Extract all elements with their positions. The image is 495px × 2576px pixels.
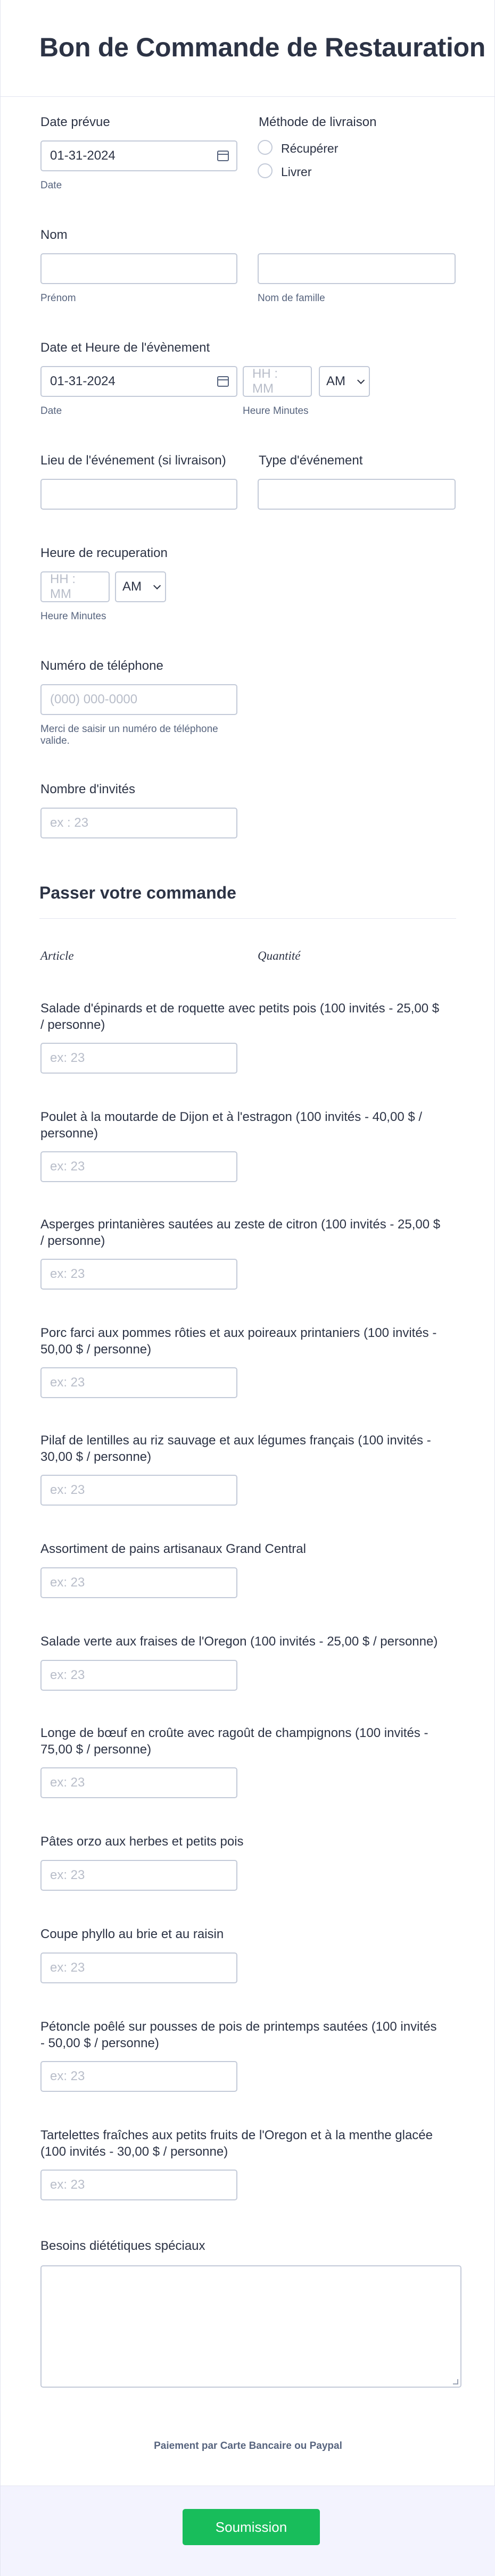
prenom-sublabel: Prénom bbox=[40, 293, 76, 304]
lieu-label: Lieu de l'événement (si livraison) bbox=[40, 453, 226, 468]
date-prevue-input[interactable] bbox=[40, 140, 237, 171]
chevron-down-icon bbox=[153, 582, 161, 589]
order-item-quantity-input[interactable] bbox=[40, 1952, 237, 1983]
order-item-label-line2: - 50,00 $ / personne) bbox=[40, 2036, 159, 2050]
telephone-placeholder: (000) 000-0000 bbox=[50, 692, 138, 707]
telephone-label: Numéro de téléphone bbox=[40, 659, 163, 673]
order-item-label-line1: Assortiment de pains artisanaux Grand Central bbox=[40, 1542, 306, 1556]
order-item-label-line2: / personne) bbox=[40, 1234, 105, 1248]
order-item-quantity-placeholder: ex: 23 bbox=[50, 1483, 85, 1497]
order-item-label-line1: Salade verte aux fraises de l'Oregon (100 invités - 25,00 $ / personne) bbox=[40, 1634, 438, 1649]
order-item-quantity-input[interactable] bbox=[40, 2170, 237, 2200]
heure-recup-sublabel: Heure Minutes bbox=[40, 611, 106, 622]
order-item-quantity-input[interactable] bbox=[40, 1043, 237, 1074]
order-item-label-line2: personne) bbox=[40, 1126, 98, 1141]
order-item-label bbox=[40, 1325, 466, 1358]
nom-famille-input[interactable] bbox=[258, 253, 456, 284]
dietary-textarea[interactable] bbox=[40, 2265, 461, 2388]
payment-note: Paiement par Carte Bancaire ou Paypal bbox=[154, 2440, 342, 2452]
order-item-quantity-input[interactable] bbox=[40, 1475, 237, 1506]
order-section-title: Passer votre commande bbox=[39, 883, 236, 902]
calendar-icon[interactable] bbox=[217, 376, 229, 387]
order-item-label bbox=[40, 1725, 466, 1758]
order-item-label-line2: (100 invités - 30,00 $ / personne) bbox=[40, 2145, 228, 2159]
order-item-label-line1: Coupe phyllo au brie et au raisin bbox=[40, 1927, 224, 1941]
order-item-label-line1: Tartelettes fraîches aux petits fruits de l'Oregon et à la menthe glacée bbox=[40, 2128, 433, 2142]
heure-recup-placeholder: HH : MM bbox=[50, 572, 76, 601]
order-item-label-line2: 30,00 $ / personne) bbox=[40, 1450, 152, 1464]
order-item-label-line1: Pâtes orzo aux herbes et petits pois bbox=[40, 1834, 244, 1849]
order-item-quantity-input[interactable] bbox=[40, 1367, 237, 1398]
order-item-label-line1: Porc farci aux pommes rôties et aux poireaux printaniers (100 invités - bbox=[40, 1326, 437, 1340]
order-item-label bbox=[40, 1000, 466, 1033]
order-item-quantity-input[interactable] bbox=[40, 1567, 237, 1598]
radio-livrer[interactable] bbox=[258, 163, 273, 178]
col-article-header: Article bbox=[40, 949, 74, 962]
order-item-label-line1: Pilaf de lentilles au riz sauvage et aux légumes français (100 invités - bbox=[40, 1433, 431, 1448]
event-time-input[interactable] bbox=[243, 366, 312, 397]
order-item-label bbox=[40, 2127, 466, 2160]
invites-placeholder: ex : 23 bbox=[50, 816, 89, 830]
event-time-placeholder: HH : MM bbox=[252, 367, 278, 396]
order-item-quantity-placeholder: ex: 23 bbox=[50, 1159, 85, 1174]
order-item-quantity-placeholder: ex: 23 bbox=[50, 2178, 85, 2192]
order-item-quantity-placeholder: ex: 23 bbox=[50, 1375, 85, 1390]
order-item-quantity-placeholder: ex: 23 bbox=[50, 1775, 85, 1790]
order-item-label-line2: 75,00 $ / personne) bbox=[40, 1742, 152, 1757]
order-item-label bbox=[40, 1633, 466, 1650]
nom-famille-sublabel: Nom de famille bbox=[258, 293, 325, 304]
resize-handle-icon[interactable] bbox=[453, 2379, 458, 2384]
title-divider bbox=[1, 96, 495, 97]
order-divider bbox=[39, 918, 456, 919]
order-item-label bbox=[40, 1216, 466, 1249]
calendar-icon[interactable] bbox=[217, 151, 229, 161]
date-prevue-value: 01-31-2024 bbox=[50, 148, 116, 163]
event-time-sublabel: Heure Minutes bbox=[243, 405, 309, 417]
type-evenement-input[interactable] bbox=[258, 479, 456, 510]
order-item-quantity-placeholder: ex: 23 bbox=[50, 1051, 85, 1065]
telephone-hint-line2: valide. bbox=[40, 735, 70, 746]
date-prevue-sublabel: Date bbox=[40, 180, 62, 191]
invites-input[interactable] bbox=[40, 808, 237, 838]
telephone-input[interactable] bbox=[40, 684, 237, 715]
order-item-quantity-input[interactable] bbox=[40, 2061, 237, 2092]
heure-recup-ampm-select[interactable] bbox=[115, 571, 166, 602]
order-item-label bbox=[40, 1109, 466, 1142]
order-item-label-line1: Longe de bœuf en croûte avec ragoût de champignons (100 invités - bbox=[40, 1726, 428, 1740]
order-item-quantity-placeholder: ex: 23 bbox=[50, 1267, 85, 1281]
lieu-input[interactable] bbox=[40, 479, 237, 510]
event-ampm-value: AM bbox=[326, 374, 345, 388]
order-item-quantity-placeholder: ex: 23 bbox=[50, 1668, 85, 1682]
radio-livrer-label[interactable]: Livrer bbox=[281, 165, 312, 179]
order-item-label bbox=[40, 1833, 466, 1850]
event-date-sublabel: Date bbox=[40, 405, 62, 417]
order-item-label-line2: / personne) bbox=[40, 1018, 105, 1032]
order-item-label-line1: Poulet à la moutarde de Dijon et à l'estragon (100 invités - 40,00 $ / bbox=[40, 1110, 423, 1124]
order-item-quantity-input[interactable] bbox=[40, 1259, 237, 1290]
order-item-label-line2: 50,00 $ / personne) bbox=[40, 1342, 152, 1357]
order-item-quantity-placeholder: ex: 23 bbox=[50, 1575, 85, 1590]
event-date-value: 01-31-2024 bbox=[50, 374, 116, 388]
order-item-label-line1: Asperges printanières sautées au zeste de citron (100 invités - 25,00 $ bbox=[40, 1217, 441, 1232]
order-item-quantity-placeholder: ex: 23 bbox=[50, 1960, 85, 1975]
col-quantite-header: Quantité bbox=[258, 949, 301, 962]
order-item-quantity-input[interactable] bbox=[40, 1860, 237, 1891]
invites-label: Nombre d'invités bbox=[40, 782, 135, 796]
order-item-label bbox=[40, 1926, 466, 1942]
order-item-label bbox=[40, 2018, 466, 2051]
dietary-label: Besoins diététiques spéciaux bbox=[40, 2239, 205, 2253]
order-item-quantity-input[interactable] bbox=[40, 1660, 237, 1691]
prenom-input[interactable] bbox=[40, 253, 237, 284]
date-prevue-label: Date prévue bbox=[40, 115, 110, 129]
order-item-label bbox=[40, 1432, 466, 1465]
order-item-quantity-input[interactable] bbox=[40, 1767, 237, 1798]
submit-button[interactable]: Soumission bbox=[183, 2509, 320, 2545]
order-item-label bbox=[40, 1541, 466, 1557]
heure-recup-label: Heure de recuperation bbox=[40, 546, 168, 560]
order-item-label-line1: Pétoncle poêlé sur pousses de pois de printemps sautées (100 invités bbox=[40, 2020, 437, 2034]
order-item-quantity-placeholder: ex: 23 bbox=[50, 1868, 85, 1882]
event-date-input[interactable] bbox=[40, 366, 237, 397]
event-ampm-select[interactable] bbox=[319, 366, 370, 397]
radio-recuperer-label[interactable]: Récupérer bbox=[281, 142, 339, 155]
heure-recup-ampm-value: AM bbox=[122, 579, 142, 594]
order-item-quantity-input[interactable] bbox=[40, 1151, 237, 1182]
event-datetime-label: Date et Heure de l'évènement bbox=[40, 340, 210, 355]
telephone-hint-line1: Merci de saisir un numéro de téléphone bbox=[40, 724, 218, 735]
nom-label: Nom bbox=[40, 228, 68, 242]
order-item-label-line1: Salade d'épinards et de roquette avec petits pois (100 invités - 25,00 $ bbox=[40, 1001, 440, 1016]
methode-livraison-label: Méthode de livraison bbox=[259, 115, 377, 129]
order-item-quantity-placeholder: ex: 23 bbox=[50, 2069, 85, 2083]
heure-recup-input[interactable] bbox=[40, 571, 110, 602]
radio-recuperer[interactable] bbox=[258, 140, 273, 155]
type-evenement-label: Type d'événement bbox=[259, 453, 363, 468]
chevron-down-icon bbox=[357, 377, 365, 384]
form-title: Bon de Commande de Restauration bbox=[39, 32, 486, 62]
